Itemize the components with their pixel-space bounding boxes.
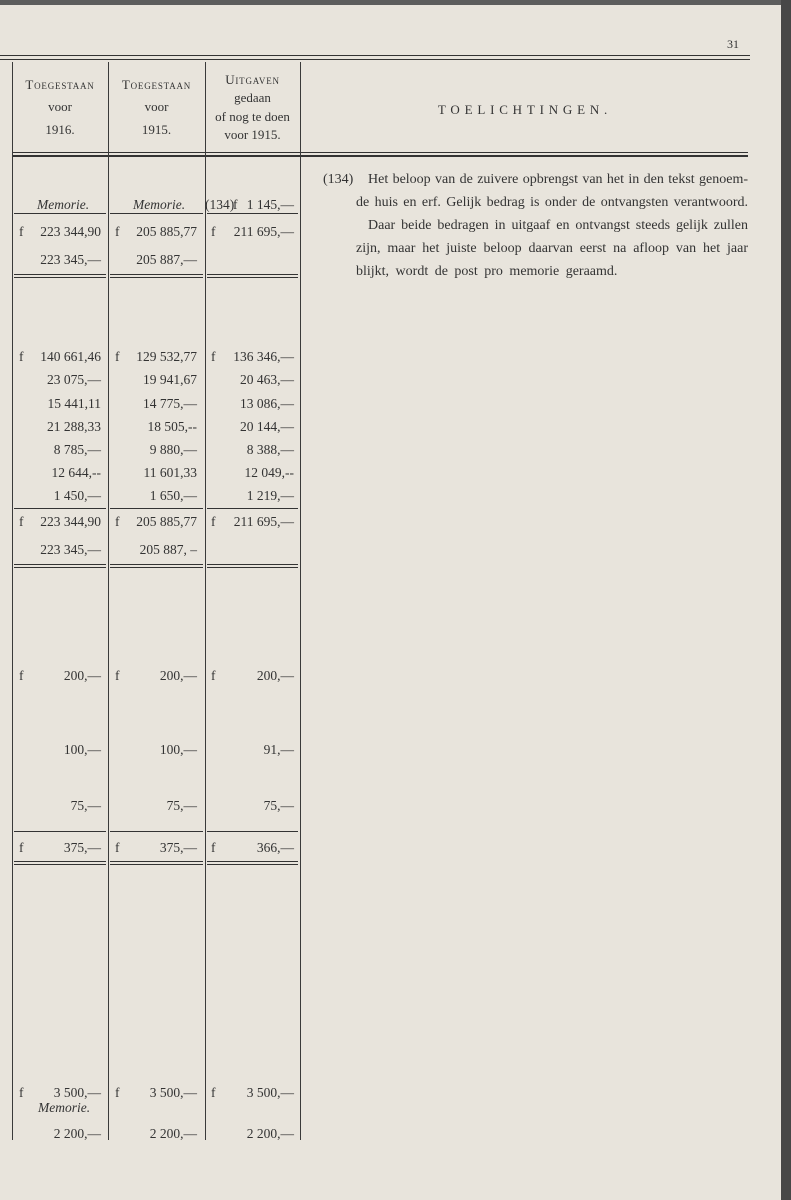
currency-symbol: f bbox=[211, 349, 216, 364]
currency-symbol: f bbox=[115, 349, 120, 364]
allowed-1916-memo: Memorie. bbox=[38, 1100, 91, 1115]
sum-rule bbox=[207, 213, 298, 214]
page-number: 31 bbox=[727, 37, 739, 51]
currency-symbol: f bbox=[19, 668, 24, 683]
allowed-1915-amount: 1 650,— bbox=[149, 488, 197, 503]
allowed-1915-amount: 100,— bbox=[159, 742, 197, 757]
section-double-rule bbox=[207, 861, 298, 865]
expenditure-1915-amount: 1 219,— bbox=[246, 488, 294, 503]
sum-rule bbox=[14, 213, 106, 214]
allowed-1916-amount: 223 344,90 bbox=[40, 224, 101, 239]
allowed-1916-amount: 223 345,— bbox=[40, 542, 101, 557]
allowed-1916-total: 375,— bbox=[63, 840, 101, 855]
header-allowed-1916-prep: voor bbox=[48, 99, 72, 114]
note-line: Het beloop van de zuivere opbrengst van het in den tekst genoem- bbox=[368, 172, 748, 187]
currency-symbol: f bbox=[19, 224, 24, 239]
top-double-rule bbox=[0, 55, 750, 60]
sum-rule bbox=[14, 508, 106, 509]
allowed-1915-amount: 19 941,67 bbox=[143, 372, 197, 387]
allowed-1916-amount: 21 288,33 bbox=[47, 419, 101, 434]
allowed-1916-amount: 1 450,— bbox=[53, 488, 101, 503]
currency-symbol: f bbox=[19, 514, 24, 529]
section-double-rule bbox=[110, 274, 203, 278]
note-line: Daar beide bedragen in uitgaaf en ontvangst steeds gelijk zullen bbox=[368, 218, 748, 233]
expenditure-1915-amount: 8 388,— bbox=[246, 442, 294, 457]
allowed-1915-amount: 14 775,— bbox=[143, 396, 197, 411]
currency-symbol: f bbox=[211, 840, 216, 855]
currency-symbol: f bbox=[211, 224, 216, 239]
allowed-1915-amount: 18 505,-- bbox=[147, 419, 197, 434]
currency-symbol: f bbox=[19, 349, 24, 364]
note-line: zijn, maar het juiste beloop daarvan eerst na afloop van het jaar bbox=[356, 241, 748, 256]
expenditure-1915-amount: 211 695,— bbox=[233, 224, 294, 239]
header-allowed-1916-title: Toegestaan bbox=[25, 77, 95, 92]
currency-symbol: f bbox=[211, 514, 216, 529]
allowed-1915-total: 205 885,77 bbox=[136, 514, 197, 529]
allowed-1915-amount: 129 532,77 bbox=[136, 349, 197, 364]
currency-symbol: f bbox=[19, 1085, 24, 1100]
allowed-1915-amount: 205 887, – bbox=[139, 542, 197, 557]
expenditure-1915-total: 211 695,— bbox=[233, 514, 294, 529]
column-rule-2 bbox=[205, 62, 206, 1140]
note-line: blijkt, wordt de post pro memorie geraamd. bbox=[356, 264, 618, 279]
column-rule-left bbox=[12, 62, 13, 1140]
column-rule-3 bbox=[300, 62, 301, 1140]
allowed-1916-amount: 140 661,46 bbox=[40, 349, 101, 364]
scan-right-edge bbox=[781, 0, 791, 1200]
allowed-1915-amount: 11 601,33 bbox=[143, 465, 197, 480]
allowed-1916-total: 223 344,90 bbox=[40, 514, 101, 529]
expenditure-1915-amount: 20 144,— bbox=[240, 419, 294, 434]
header-expenditure-line3: of nog te doen bbox=[215, 109, 290, 124]
header-expenditure-line4: voor 1915. bbox=[224, 127, 281, 142]
allowed-1915-amount: 200,— bbox=[159, 668, 197, 683]
expenditure-1915-amount: 75,— bbox=[263, 798, 294, 813]
allowed-1915-amount: 205 885,77 bbox=[136, 224, 197, 239]
allowed-1916-amount: 223 345,— bbox=[40, 252, 101, 267]
sum-rule bbox=[110, 831, 203, 832]
expenditure-1915-amount: 200,— bbox=[256, 668, 294, 683]
allowed-1916-amount: 12 644,-- bbox=[51, 465, 101, 480]
header-allowed-1915-year: 1915. bbox=[141, 122, 172, 137]
header-expenditure-title: Uitgaven bbox=[225, 72, 280, 87]
section-double-rule bbox=[14, 274, 106, 278]
currency-symbol: f bbox=[115, 514, 120, 529]
allowed-1916-amount: 2 200,— bbox=[53, 1126, 101, 1141]
allowed-1915-amount: 205 887,— bbox=[136, 252, 197, 267]
header-allowed-1916-year: 1916. bbox=[45, 122, 75, 137]
note-reference: (134) bbox=[323, 172, 354, 187]
allowed-1916-amount: 23 075,— bbox=[47, 372, 101, 387]
allowed-1915-amount: 3 500,— bbox=[149, 1085, 197, 1100]
expenditure-1915-amount: 12 049,-- bbox=[244, 465, 294, 480]
section-double-rule bbox=[14, 861, 106, 865]
section-double-rule bbox=[110, 564, 203, 568]
notes-title: TOELICHTINGEN. bbox=[437, 102, 613, 117]
allowed-1916-amount: 15 441,11 bbox=[47, 396, 101, 411]
expenditure-1915-total: 366,— bbox=[256, 840, 294, 855]
section-double-rule bbox=[14, 564, 106, 568]
currency-symbol: f bbox=[115, 668, 120, 683]
header-allowed-1915-title: Toegestaan bbox=[121, 77, 192, 92]
sum-rule bbox=[110, 508, 203, 509]
currency-symbol: f bbox=[115, 840, 120, 855]
currency-symbol: f bbox=[19, 840, 24, 855]
sum-rule bbox=[207, 831, 298, 832]
currency-symbol: f bbox=[233, 197, 238, 212]
allowed-1915-amount: 75,— bbox=[166, 798, 197, 813]
allowed-1915-total: 375,— bbox=[159, 840, 197, 855]
expenditure-1915-amount: 2 200,— bbox=[246, 1126, 294, 1141]
sum-rule bbox=[110, 213, 203, 214]
currency-symbol: f bbox=[115, 224, 120, 239]
allowed-1916-memo: Memorie. bbox=[37, 197, 90, 212]
currency-symbol: f bbox=[211, 668, 216, 683]
expenditure-1915-amount: 1 145,— bbox=[246, 197, 294, 212]
allowed-1915-amount: 2 200,— bbox=[149, 1126, 197, 1141]
header-allowed-1915-prep: voor bbox=[144, 99, 169, 114]
sum-rule bbox=[207, 508, 298, 509]
allowed-1916-amount: 3 500,— bbox=[53, 1085, 101, 1100]
allowed-1915-amount: 9 880,— bbox=[149, 442, 197, 457]
currency-symbol: f bbox=[211, 1085, 216, 1100]
allowed-1916-amount: 8 785,— bbox=[53, 442, 101, 457]
allowed-1916-amount: 100,— bbox=[63, 742, 101, 757]
section-double-rule bbox=[207, 564, 298, 568]
expenditure-1915-amount: 136 346,— bbox=[233, 349, 294, 364]
allowed-1916-amount: 200,— bbox=[63, 668, 101, 683]
scan-top-edge bbox=[0, 0, 791, 5]
expenditure-1915-amount: 20 463,— bbox=[240, 372, 294, 387]
header-expenditure-line2: gedaan bbox=[234, 90, 271, 105]
column-rule-1 bbox=[108, 62, 109, 1140]
note-reference: (134) bbox=[205, 197, 235, 212]
section-double-rule bbox=[110, 861, 203, 865]
expenditure-1915-amount: 91,— bbox=[263, 742, 294, 757]
currency-symbol: f bbox=[115, 1085, 120, 1100]
sum-rule bbox=[14, 831, 106, 832]
header-bottom-rule bbox=[12, 152, 748, 157]
note-line: de huis en erf. Gelijk bedrag is onder de ontvangsten verantwoord. bbox=[356, 195, 748, 210]
section-double-rule bbox=[207, 274, 298, 278]
expenditure-1915-amount: 13 086,— bbox=[240, 396, 294, 411]
expenditure-1915-amount: 3 500,— bbox=[246, 1085, 294, 1100]
allowed-1916-amount: 75,— bbox=[70, 798, 101, 813]
allowed-1915-memo: Memorie. bbox=[133, 197, 186, 212]
